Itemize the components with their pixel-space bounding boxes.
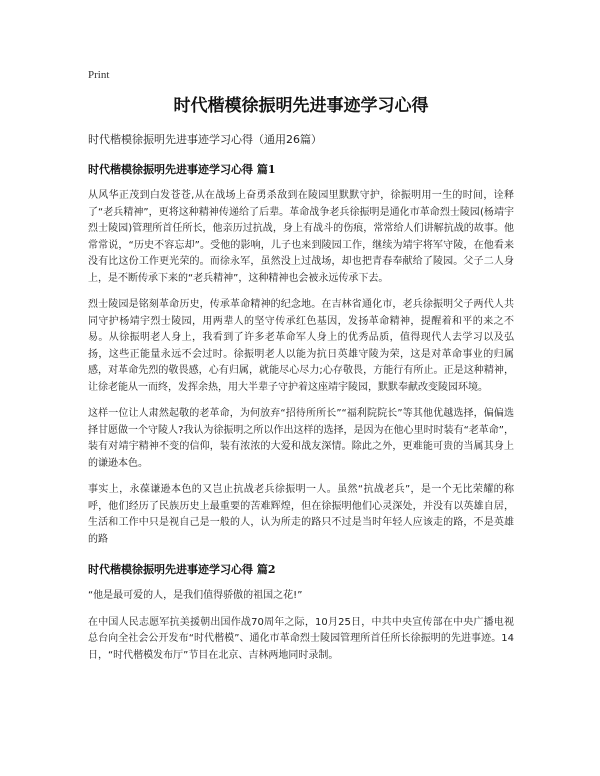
- paragraph: 烈士陵园是铭刻革命历史，传承革命精神的纪念地。在吉林省通化市，老兵徐振明父子两代人共同守护杨靖宇烈士陵园，用两辈人的坚守传承红色基因，发扬革命精神，提醒着和平的来之不易。从徐振明老人身上，我看到了许多老革命军人身上的优秀品质，值得现代人去学习以及弘扬，这些正能量永远不会过时。徐振明老人以能为抗日英雄守陵为荣，这是对革命事业的归属感，对革命先烈的敬畏感，心有归属，就能尽心尽力;心存敬畏，方能行有所止。正是这种精神，让徐老能从一而终，发挥余热，用大半辈子守护着这座靖宇陵园，默默奉献改变陵园环境。: [88, 299, 514, 393]
- paragraph: 从风华正茂到白发苍苍,从在战场上奋勇杀敌到在陵园里默默守护，徐振明用一生的时间，诠释了“老兵精神”，更将这种精神传递给了后辈。革命战争老兵徐振明是通化市革命烈士陵园(杨靖宇烈士陵园)管理所首任所长，他亲历过抗战，身上有战斗的伤痕，常常给人们讲解抗战的故事。他常常说，“历史不容忘却”。受他的影响，儿子也来到陵园工作，继续为靖宇将军守陵，在他看来没有比这份工作更光荣的。而徐永军，虽然没上过战场，却也把青春奉献给了陵园。父子二人身上，是不断传承下来的“老兵精神”，这种精神也会被永远传承下去。: [88, 190, 514, 284]
- section-heading-1: 时代楷模徐振明先进事迹学习心得 篇1: [88, 163, 276, 176]
- document-subtitle: 时代楷模徐振明先进事迹学习心得（通用26篇）: [88, 133, 322, 146]
- paragraph: 这样一位让人肃然起敬的老革命，为何放弃“招待所所长”“福利院院长”等其他优越选择，偏偏选择甘愿做一个守陵人?我认为徐振明之所以作出这样的选择，是因为在他心里时时装有“老革命”，装有对靖宇精神不变的信仰，装有浓浓的大爱和战友深情。除此之外，更难能可贵的当属其身上的谦逊本色。: [88, 408, 514, 469]
- paragraph: “他是最可爱的人，是我们值得骄傲的祖国之花!”: [88, 590, 303, 601]
- paragraph: 事实上，永葆谦逊本色的又岂止抗战老兵徐振明一人。虽然“抗战老兵”，是一个无比荣耀的称呼，他们经历了民族历史上最重要的苦难辉煌，但在徐振明他们心灵深处，并没有以英雄自居，生活和工作中只是视自己是一般的人，认为所走的路只不过是当时年轻人应该走的路，不是英雄的路: [88, 484, 514, 545]
- document-title: 时代楷模徐振明先进事迹学习心得: [173, 96, 429, 116]
- section-heading-2: 时代楷模徐振明先进事迹学习心得 篇2: [88, 563, 276, 576]
- document-page: [88, 60, 514, 664]
- print-link[interactable]: Print: [88, 69, 110, 81]
- paragraph: 在中国人民志愿军抗美援朝出国作战70周年之际，10月25日，中共中央宣传部在中央广播电视总台向全社会公开发布“时代楷模”、通化市革命烈士陵园管理所首任所长徐振明的先进事迹。14日，“时代楷模发布厅”节目在北京、吉林两地同时录制。: [88, 616, 514, 661]
